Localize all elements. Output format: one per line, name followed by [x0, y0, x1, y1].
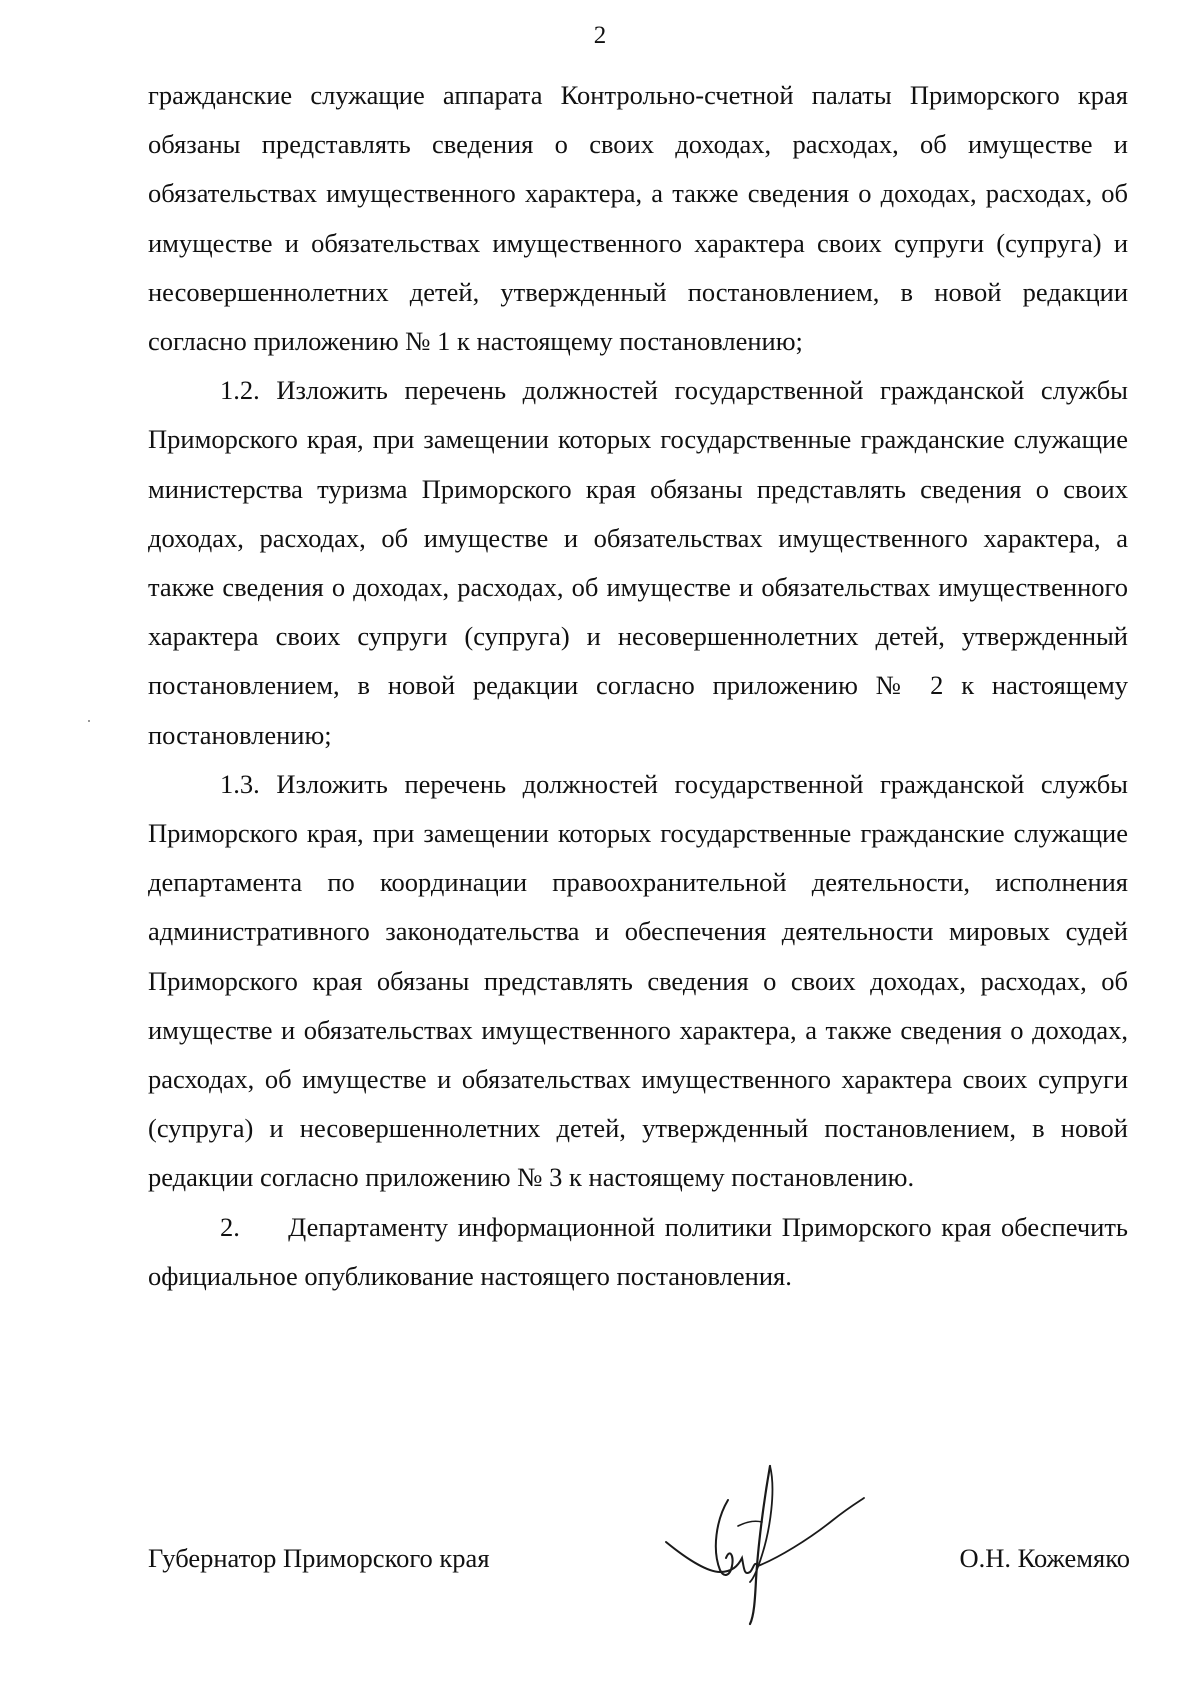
document-body [148, 71, 1128, 1301]
scan-artifact [88, 720, 90, 722]
page-number: 2 [593, 22, 607, 49]
handwritten-signature [658, 1460, 878, 1630]
signature-block [148, 1510, 1130, 1650]
signatory-position: Губернатор Приморского края [148, 1543, 490, 1573]
paragraph-1-2: 1.2. Изложить перечень должностей государственной гражданской службы Приморского края, при замещении которых государственные гражданские служащие министерства туризма Приморского края обязаны представлять сведения о своих доходах, расходах, об имуществе и обязательствах имущественного характера, а также сведения о доходах, расходах, об имуществе и обязательствах имущественного характера своих супруги (супруга) и несовершеннолетних детей, утвержденный постановлением, в новой редакции согласно приложению № 2 к настоящему постановлению; [148, 375, 1128, 750]
paragraph-2: 2. Департаменту информационной политики Приморского края обеспечить официальное опубликование настоящего постановления. [148, 1211, 1128, 1291]
paragraph-1-3: 1.3. Изложить перечень должностей государственной гражданской службы Приморского края, при замещении которых государственные гражданские служащие департамента по координации правоохранительной деятельности, исполнения административного законодательства и обеспечения деятельности мировых судей Приморского края обязаны представлять сведения о своих доходах, расходах, об имуществе и обязательствах имущественного характера, а также сведения о доходах, расходах, об имуществе и обязательствах имущественного характера своих супруги (супруга) и несовершеннолетних детей, утвержденный постановлением, в новой редакции согласно приложению № 3 к настоящему постановлению. [148, 768, 1128, 1193]
signatory-name: О.Н. Кожемяко [959, 1543, 1130, 1573]
paragraph-continuation: гражданские служащие аппарата Контрольно-счетной палаты Приморского края обязаны представлять сведения о своих доходах, расходах, об имуществе и обязательствах имущественного характера, а также сведения о доходах, расходах, об имуществе и обязательствах имущественного характера своих супруги (супруга) и несовершеннолетних детей, утвержденный постановлением, в новой редакции согласно приложению № 1 к настоящему постановлению; [148, 80, 1128, 357]
